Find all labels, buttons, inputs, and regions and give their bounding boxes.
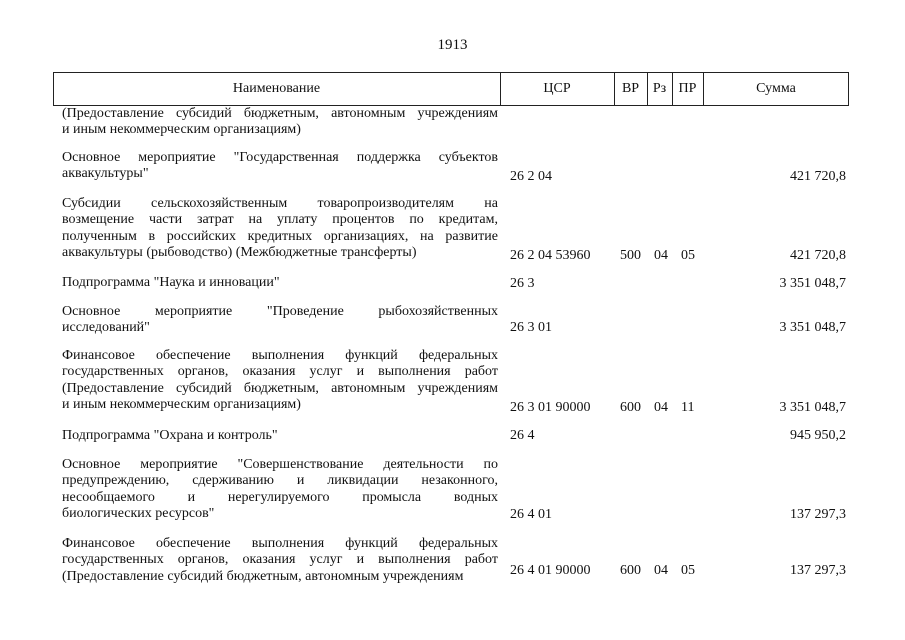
row-csr: 26 3 01 90000 bbox=[510, 400, 591, 415]
header-csr: ЦСР bbox=[543, 81, 571, 96]
row-name-line: государственных органов, оказания услуг и выполнения работ bbox=[62, 364, 498, 380]
row-name-line: аквакультуры" bbox=[62, 166, 149, 182]
row-name-line: полученным в российских кредитных организациях, на развитие bbox=[62, 228, 498, 244]
row-vr: 500 bbox=[620, 248, 641, 263]
row-vr: 600 bbox=[620, 400, 641, 415]
row-csr: 26 4 01 90000 bbox=[510, 563, 591, 578]
row-sum: 421 720,8 bbox=[790, 248, 846, 263]
header-sum: Сумма bbox=[756, 81, 796, 96]
row-sum: 137 297,3 bbox=[790, 507, 846, 522]
row-name-line: Основное мероприятие "Государственная поддержка субъектов bbox=[62, 150, 498, 165]
header-vr: ВР bbox=[621, 81, 640, 96]
row-csr: 26 4 bbox=[510, 428, 535, 443]
row-name-line: Основное мероприятие "Проведение рыбохозяйственных bbox=[62, 304, 498, 319]
row-name bbox=[62, 348, 498, 414]
row-sum: 3 351 048,7 bbox=[779, 320, 846, 335]
row-sum: 3 351 048,7 bbox=[779, 276, 846, 291]
row-name-line: аквакультуры (рыбоводство) (Межбюджетные трансферты) bbox=[62, 245, 417, 261]
row-rz: 04 bbox=[654, 400, 668, 415]
row-rz: 04 bbox=[654, 563, 668, 578]
row-name-line: несообщаемого и нерегулируемого промысла водных bbox=[62, 489, 498, 505]
row-sum: 137 297,3 bbox=[790, 563, 846, 578]
row-name-line: (Предоставление субсидий бюджетным, автономным учреждениям bbox=[62, 106, 498, 121]
row-name-line: и иным некоммерческим организациям) bbox=[62, 397, 301, 413]
row-name-line: Субсидии сельскохозяйственным товаропроизводителям на bbox=[62, 196, 498, 211]
row-csr: 26 2 04 53960 bbox=[510, 248, 591, 263]
row-vr: 600 bbox=[620, 563, 641, 578]
row-name-line: Финансовое обеспечение выполнения функций федеральных bbox=[62, 536, 498, 551]
row-sum: 945 950,2 bbox=[790, 428, 846, 443]
row-name-line: возмещение части затрат на уплату процентов по кредитам, bbox=[62, 212, 498, 228]
row-name-line: предупреждению, сдерживанию и ликвидации незаконного, bbox=[62, 473, 498, 489]
row-name-line: биологических ресурсов" bbox=[62, 506, 215, 522]
row-name-line: государственных органов, оказания услуг и выполнения работ bbox=[62, 552, 498, 568]
row-sum: 421 720,8 bbox=[790, 169, 846, 184]
row-name-line: исследований" bbox=[62, 320, 150, 336]
header-name: Наименование bbox=[232, 81, 321, 96]
row-pr: 05 bbox=[681, 563, 695, 578]
row-name-line: Подпрограмма "Охрана и контроль" bbox=[62, 428, 278, 443]
row-name bbox=[62, 106, 498, 139]
row-name-line: Основное мероприятие "Совершенствование деятельности по bbox=[62, 457, 498, 472]
row-rz: 04 bbox=[654, 248, 668, 263]
row-name-line: Финансовое обеспечение выполнения функций федеральных bbox=[62, 348, 498, 363]
row-name bbox=[62, 457, 498, 523]
row-name-line: и иным некоммерческим организациям) bbox=[62, 122, 301, 138]
row-name bbox=[62, 150, 498, 183]
row-csr: 26 2 04 bbox=[510, 169, 552, 184]
row-name bbox=[62, 196, 498, 262]
row-csr: 26 3 01 bbox=[510, 320, 552, 335]
row-csr: 26 4 01 bbox=[510, 507, 552, 522]
page-number: 1913 bbox=[437, 37, 468, 53]
header-rz: Рз bbox=[652, 81, 667, 96]
row-pr: 05 bbox=[681, 248, 695, 263]
row-csr: 26 3 bbox=[510, 276, 535, 291]
row-name bbox=[62, 304, 498, 337]
row-name bbox=[62, 428, 498, 444]
header-pr: ПР bbox=[678, 81, 697, 96]
row-sum: 3 351 048,7 bbox=[779, 400, 846, 415]
row-name-line: (Предоставление субсидий бюджетным, автономным учреждениям bbox=[62, 568, 464, 584]
row-name-line: (Предоставление субсидий бюджетным, автономным учреждениям bbox=[62, 380, 498, 396]
row-name bbox=[62, 536, 498, 585]
row-name bbox=[62, 275, 498, 291]
row-pr: 11 bbox=[681, 400, 695, 415]
row-name-line: Подпрограмма "Наука и инновации" bbox=[62, 275, 280, 290]
